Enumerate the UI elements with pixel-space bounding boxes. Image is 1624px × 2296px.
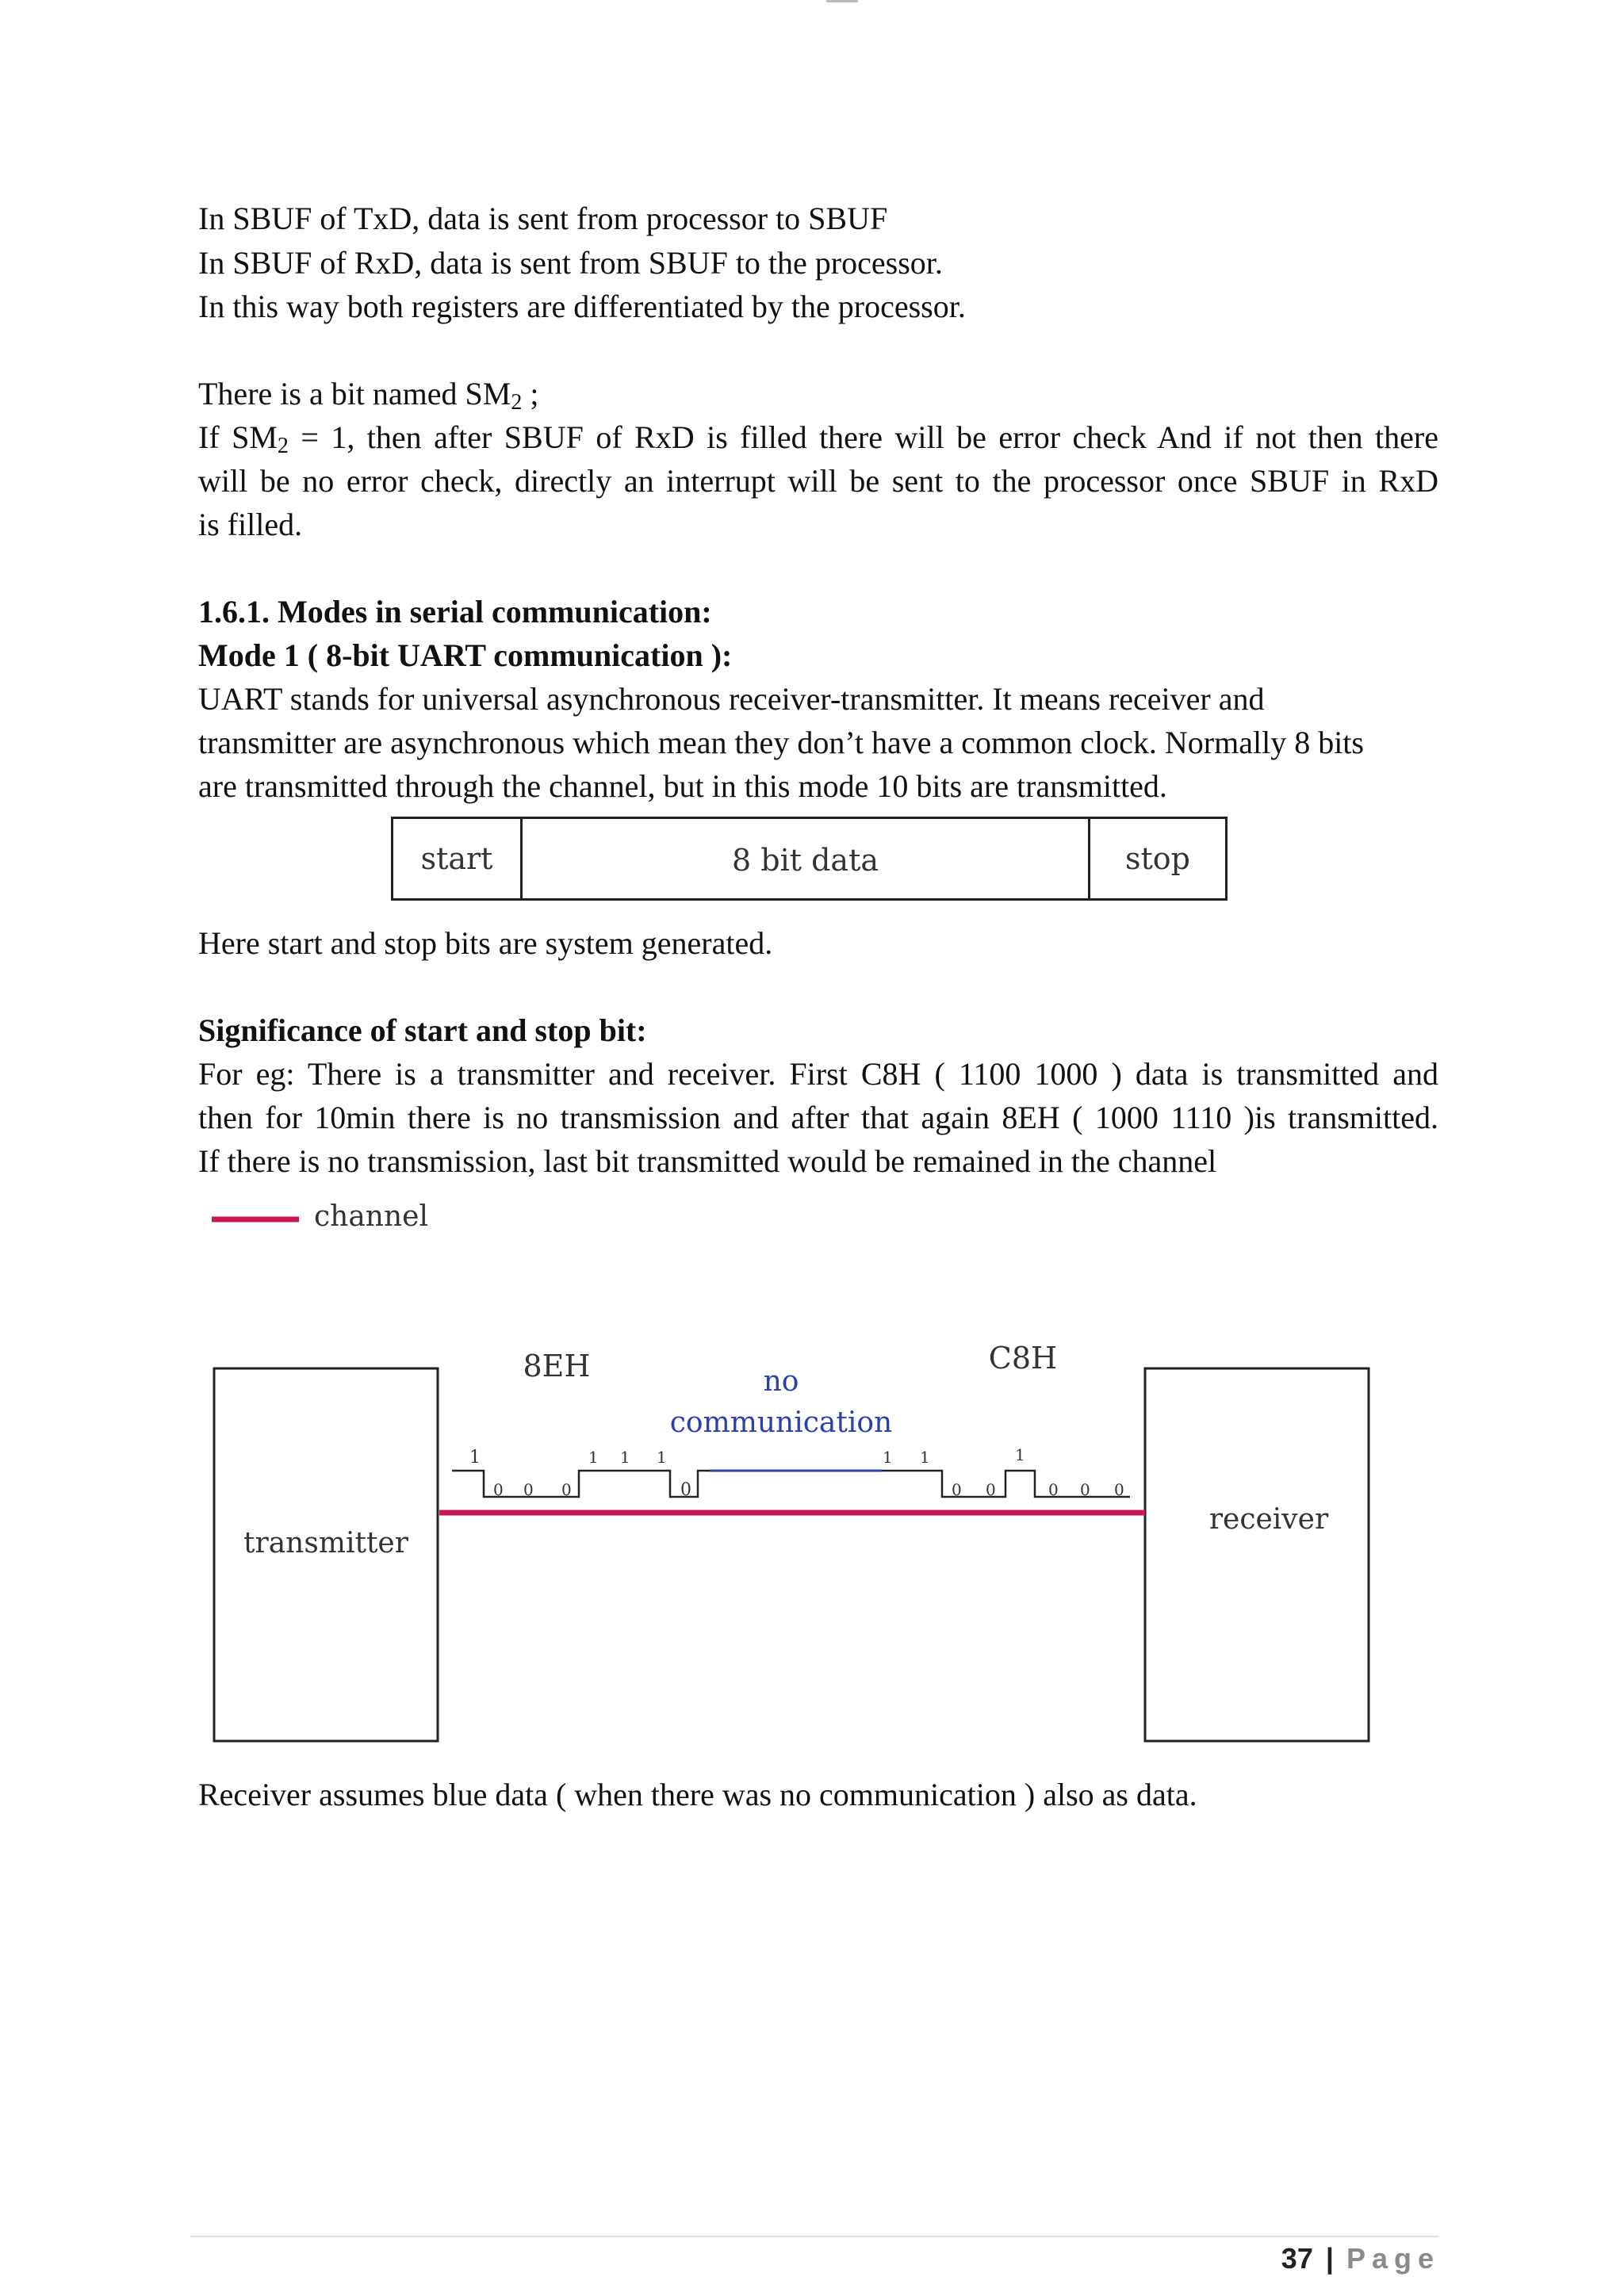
bit-label: 0 <box>1048 1480 1059 1499</box>
significance-line: then for 10min there is no transmission and after that again 8EH ( 1000 1110 )is transmitted. <box>198 1100 1438 1135</box>
mode-description-line: transmitter are asynchronous which mean they don’t have a common clock. Normally 8 bits <box>198 725 1364 760</box>
bit-label: 0 <box>952 1480 962 1499</box>
paragraph-line: In SBUF of RxD, data is sent from SBUF to the processor. <box>198 245 943 281</box>
bit-label: 1 <box>469 1448 481 1468</box>
bit-label: 0 <box>986 1480 996 1499</box>
bit-label: 0 <box>1114 1480 1124 1499</box>
mode-description-line: are transmitted through the channel, but in this mode 10 bits are transmitted. <box>198 768 1167 804</box>
bit-label: 0 <box>561 1480 572 1499</box>
bit-label: 0 <box>1080 1480 1090 1499</box>
waveform-c8h <box>882 1471 1130 1497</box>
stop-bit-cell: stop <box>1125 841 1190 876</box>
mode-heading: Mode 1 ( 8-bit UART communication ): <box>198 637 733 673</box>
receiver-box <box>1145 1368 1369 1741</box>
paragraph-line: In this way both registers are differentiated by the processor. <box>198 289 966 324</box>
significance-line: If there is no transmission, last bit transmitted would be remained in the channel <box>198 1143 1217 1179</box>
sm2-description-line: If $SM_2 = 1$, then after SBUF of RxD is filled there will be error check And if not then there <box>198 419 1438 458</box>
label-c8h: C8H <box>988 1341 1058 1376</box>
bit-label: 1 <box>620 1448 630 1467</box>
bit-label: 1 <box>657 1448 667 1467</box>
section-heading: 1.6.1. Modes in serial communication: <box>198 594 712 629</box>
page-word: Page <box>1346 2242 1440 2275</box>
paragraph-line: In SBUF of TxD, data is sent from processor to SBUF <box>198 201 888 236</box>
paragraph-line: Here start and stop bits are system generated. <box>198 925 773 961</box>
sm2-description-line: is filled. <box>198 507 303 542</box>
label-8eh: 8EH <box>523 1349 591 1383</box>
bit-label: 1 <box>1015 1445 1025 1464</box>
closing-paragraph: Receiver assumes blue data ( when there was no communication ) also as data. <box>198 1777 1197 1812</box>
page-footer <box>1281 2242 1440 2275</box>
significance-line: For eg: There is a transmitter and receiver. First C8H ( 1100 1000 ) data is transmitted and <box>198 1056 1438 1092</box>
receiver-label: receiver <box>1208 1503 1329 1536</box>
sm2-description-line: will be no error check, directly an interrupt will be sent to the processor once SBUF in RxD <box>198 463 1438 499</box>
bit-label: 0 <box>680 1480 691 1500</box>
start-bit-cell: start <box>393 819 523 898</box>
no-communication-label-line2: communication <box>669 1406 893 1439</box>
transmitter-label: transmitter <box>243 1527 408 1559</box>
bit-label: 1 <box>920 1448 930 1467</box>
bit-label: 1 <box>588 1448 599 1467</box>
bit-label: 1 <box>883 1448 893 1467</box>
page-separator: | <box>1325 2242 1334 2275</box>
mode-description-line: UART stands for universal asynchronous receiver-transmitter. It means receiver and <box>198 681 1265 717</box>
bit-label: 0 <box>493 1480 504 1499</box>
waveform-8eh <box>452 1471 710 1497</box>
significance-heading: Significance of start and stop bit: <box>198 1012 647 1048</box>
data-bits-cell: 8 bit data <box>523 819 1090 898</box>
sm2-intro: There is a bit named $SM_2$ ; <box>198 376 539 415</box>
page-number: 37 <box>1281 2242 1313 2275</box>
bit-label: 0 <box>523 1480 534 1499</box>
no-communication-label-line1: no <box>763 1365 799 1398</box>
legend-label: channel <box>314 1200 428 1233</box>
footer-divider <box>190 2236 1439 2237</box>
